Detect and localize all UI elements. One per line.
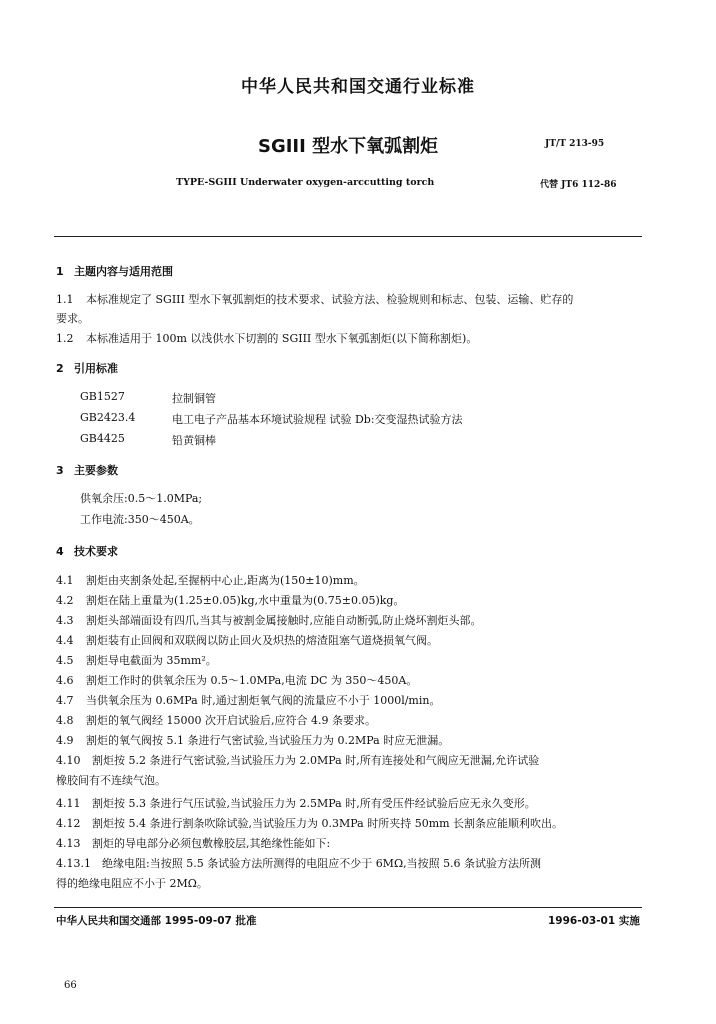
clause-4-8 xyxy=(56,712,376,728)
clause-number: 4.12 xyxy=(56,817,81,830)
clause-4-12 xyxy=(56,815,563,831)
org-standard-heading: 中华人民共和国交通行业标准 xyxy=(241,77,475,97)
section-title: 主要参数 xyxy=(74,464,118,477)
paragraph-1-1 xyxy=(56,291,573,307)
clause-4-1 xyxy=(56,572,365,588)
clause-text: 割炬由夹割条处起,至握柄中心止,距离为(150±10)mm。 xyxy=(86,574,365,587)
clause-text: 割炬的氧气阀按 5.1 条进行气密试验,当试验压力为 0.2MPa 时应无泄漏。 xyxy=(86,734,450,747)
clause-4-6 xyxy=(56,672,417,688)
clause-number: 4.9 xyxy=(56,734,74,747)
clause-number: 4.7 xyxy=(56,694,74,707)
clause-text: 割炬工作时的供氧余压为 0.5～1.0MPa,电流 DC 为 350～450A。 xyxy=(86,674,418,687)
clause-4-13 xyxy=(56,835,330,851)
reference-code: GB1527 xyxy=(80,390,125,403)
section-number: 2 xyxy=(56,362,64,375)
clause-4-2 xyxy=(56,592,404,608)
clause-text: 当供氧余压为 0.6MPa 时,通过割炬氧气阀的流量应不小于 1000l/min。 xyxy=(86,694,441,707)
clause-4-7 xyxy=(56,692,440,708)
clause-text: 割炬装有止回阀和双联阀以防止回火及炽热的熔渣阻塞气道烧损氧气阀。 xyxy=(86,634,438,647)
standard-title: SGIII 型水下氧弧割炬 xyxy=(258,136,439,157)
clause-4-11 xyxy=(56,795,536,811)
page-number: 66 xyxy=(64,980,77,991)
section-title: 引用标准 xyxy=(74,362,118,375)
clause-4-10 xyxy=(56,752,539,768)
clause-number: 1.2 xyxy=(56,332,74,345)
clause-text: 割炬在陆上重量为(1.25±0.05)kg,水中重量为(0.75±0.05)kg。 xyxy=(86,594,405,607)
clause-text: 割炬导电截面为 35mm²。 xyxy=(86,654,217,667)
clause-number: 4.13 xyxy=(56,837,81,850)
reference-code: GB2423.4 xyxy=(80,411,136,424)
section-2-heading xyxy=(56,360,118,376)
clause-number: 1.1 xyxy=(56,293,74,306)
clause-text: 割炬的氧气阀经 15000 次开启试验后,应符合 4.9 条要求。 xyxy=(86,714,376,727)
clause-number: 4.2 xyxy=(56,594,74,607)
section-1-heading xyxy=(56,263,173,279)
reference-title: 铅黄铜棒 xyxy=(172,434,216,447)
replaces-code: 代替 JT6 112-86 xyxy=(540,180,617,190)
implementation-date: 1996-03-01 实施 xyxy=(548,915,640,927)
clause-text: 割炬头部端面设有四爪,当其与被割金属接触时,应能自动断弧,防止烧坏割炬头部。 xyxy=(86,614,482,627)
reference-title: 拉制铜管 xyxy=(172,392,216,405)
reference-title: 电工电子产品基本环境试验规程 试验 Db:交变湿热试验方法 xyxy=(172,413,463,426)
clause-number: 4.1 xyxy=(56,574,74,587)
section-number: 1 xyxy=(56,265,64,278)
section-number: 4 xyxy=(56,545,64,558)
clause-number: 4.10 xyxy=(56,754,81,767)
approval-line: 中华人民共和国交通部 1995-09-07 批准 xyxy=(56,915,257,927)
clause-text: 割炬的导电部分必须包敷橡胶层,其绝缘性能如下: xyxy=(92,837,331,850)
section-number: 3 xyxy=(56,464,64,477)
clause-text: 割炬按 5.4 条进行割条吹除试验,当试验压力为 0.3MPa 时所夹持 50mm 长割条应能顺利吹出。 xyxy=(92,817,564,830)
section-title: 主题内容与适用范围 xyxy=(74,265,173,278)
clause-number: 4.6 xyxy=(56,674,74,687)
clause-4-3 xyxy=(56,612,482,628)
clause-number: 4.8 xyxy=(56,714,74,727)
clause-number: 4.13.1 xyxy=(56,857,91,870)
paragraph-1-1-cont: 要求。 xyxy=(56,312,89,325)
reference-code: GB4425 xyxy=(80,432,125,445)
section-title: 技术要求 xyxy=(74,545,118,558)
parameter-oxygen-pressure: 供氧余压:0.5～1.0MPa; xyxy=(80,492,203,505)
clause-text: 绝缘电阻:当按照 5.5 条试验方法所测得的电阻应不少于 6MΩ,当按照 5.6 条试验方法所测 xyxy=(102,857,542,870)
paragraph-1-2 xyxy=(56,330,477,346)
clause-4-10-cont: 橡胶间有不连续气泡。 xyxy=(56,774,166,787)
english-title: TYPE-SGIII Underwater oxygen-arccutting torch xyxy=(176,177,435,188)
top-divider xyxy=(54,236,642,237)
clause-text: 割炬按 5.2 条进行气密试验,当试验压力为 2.0MPa 时,所有连接处和气阀应无泄漏,允许试验 xyxy=(92,754,540,767)
clause-4-9 xyxy=(56,732,449,748)
clause-4-13-1 xyxy=(56,855,541,871)
clause-number: 4.11 xyxy=(56,797,81,810)
clause-4-4 xyxy=(56,632,438,648)
clause-number: 4.4 xyxy=(56,634,74,647)
section-4-heading xyxy=(56,543,118,559)
section-3-heading xyxy=(56,462,118,478)
parameter-working-current: 工作电流:350～450A。 xyxy=(80,513,200,526)
clause-text: 割炬按 5.3 条进行气压试验,当试验压力为 2.5MPa 时,所有受压件经试验后应无永久变形。 xyxy=(92,797,536,810)
clause-text: 本标准适用于 100m 以浅供水下切割的 SGIII 型水下氧弧割炬(以下简称割炬)。 xyxy=(86,332,478,345)
clause-4-13-1-cont: 得的绝缘电阻应不小于 2MΩ。 xyxy=(56,877,208,890)
bottom-divider xyxy=(54,907,642,908)
clause-number: 4.3 xyxy=(56,614,74,627)
clause-number: 4.5 xyxy=(56,654,74,667)
clause-4-5 xyxy=(56,652,217,668)
standard-code: JT/T 213-95 xyxy=(545,139,605,149)
clause-text: 本标准规定了 SGIII 型水下氧弧割炬的技术要求、试验方法、检验规则和标志、包装、运输、贮存的 xyxy=(86,293,574,306)
